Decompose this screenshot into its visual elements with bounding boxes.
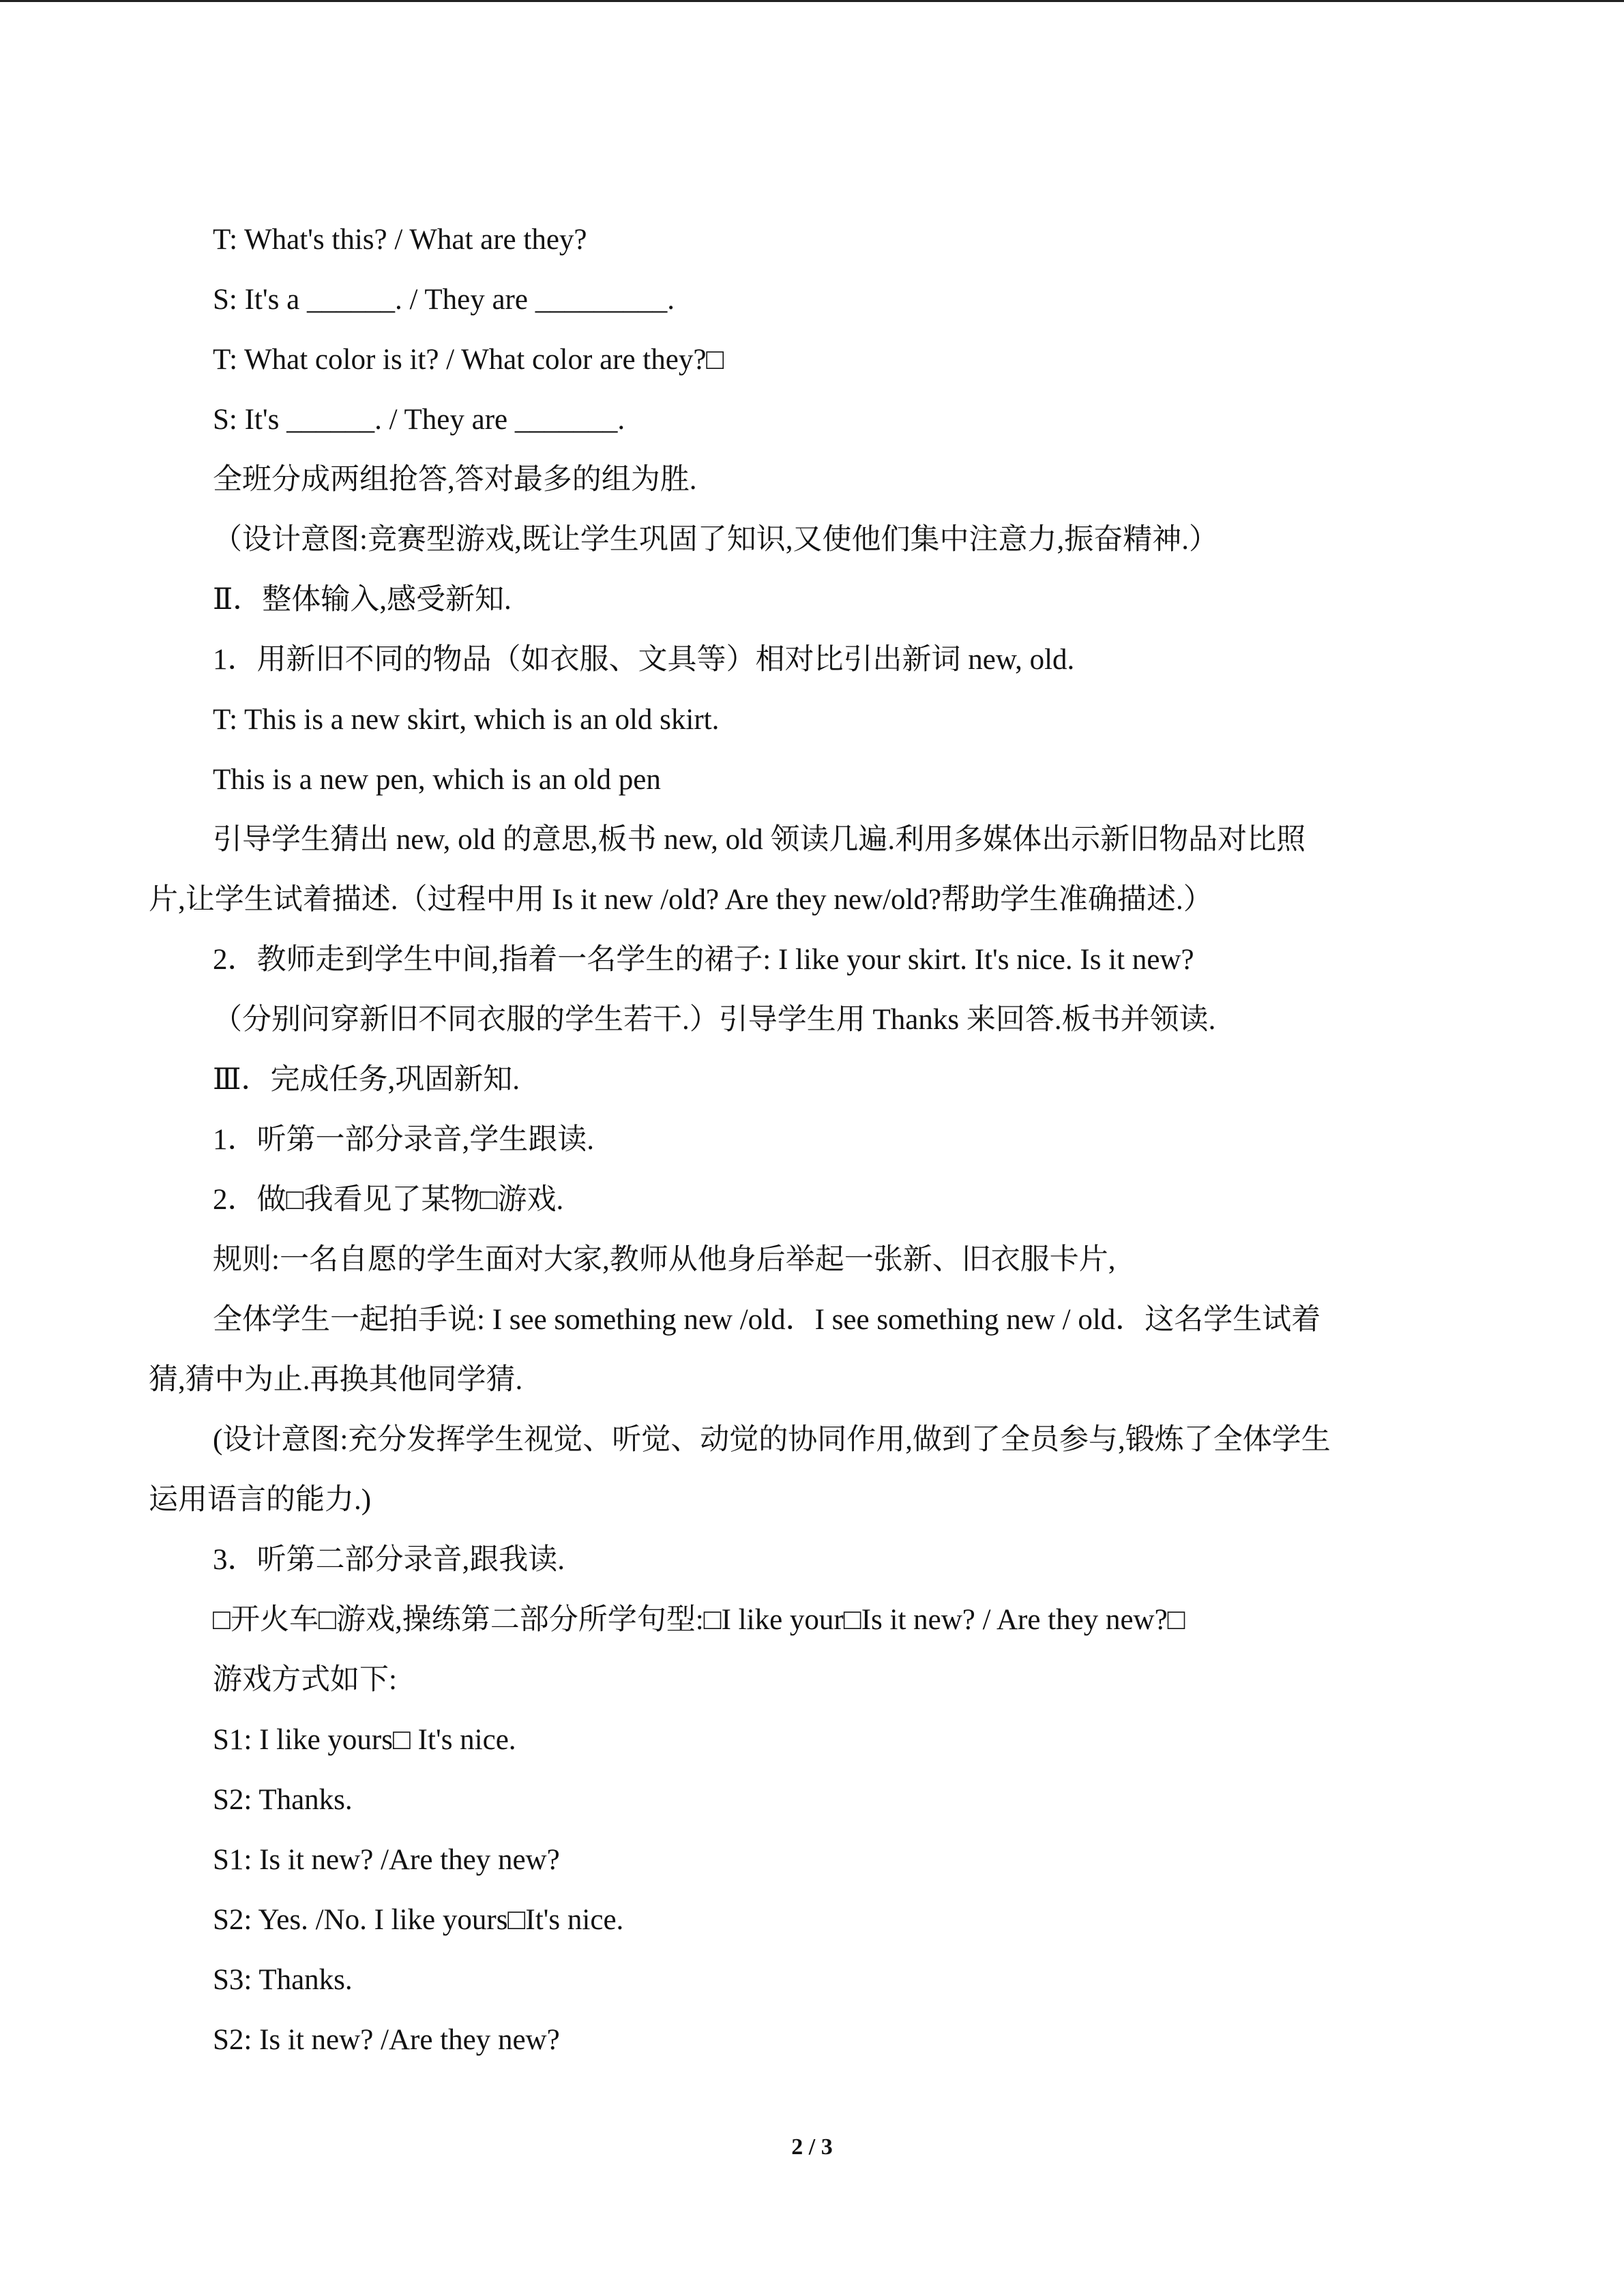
dialogue-line: S: It's ______. / They are _______. bbox=[213, 404, 625, 436]
paragraph-line: 全班分成两组抢答,答对最多的组为胜. bbox=[213, 464, 697, 496]
paragraph-line: （分别问穿新旧不同衣服的学生若干.）引导学生用 Thanks 来回答.板书并领读. bbox=[213, 1004, 1216, 1036]
section-heading: Ⅲ．完成任务,巩固新知. bbox=[213, 1064, 520, 1096]
dialogue-line: S2: Yes. /No. I like yours□It's nice. bbox=[213, 1904, 624, 1936]
page-number: 2 / 3 bbox=[791, 2134, 833, 2160]
page-top-border bbox=[0, 0, 1624, 2]
dialogue-line: T: What color is it? / What color are they?□ bbox=[213, 344, 724, 376]
paragraph-line-continued: 片,让学生试着描述.（过程中用 Is it new /old? Are they new/old?帮助学生准确描述.） bbox=[149, 884, 1213, 916]
document-body bbox=[149, 210, 1479, 2070]
dialogue-line: T: This is a new skirt, which is an old skirt. bbox=[213, 704, 720, 736]
dialogue-line: S: It's a ______. / They are _________. bbox=[213, 284, 675, 316]
dialogue-line: S2: Thanks. bbox=[213, 1784, 353, 1816]
dialogue-line: T: What's this? / What are they? bbox=[213, 224, 587, 256]
step-item: 2．做□我看见了某物□游戏. bbox=[213, 1184, 564, 1216]
dialogue-line: This is a new pen, which is an old pen bbox=[213, 764, 661, 796]
section-heading: Ⅱ．整体输入,感受新知. bbox=[213, 584, 512, 616]
design-intent-note: (设计意图:充分发挥学生视觉、听觉、动觉的协同作用,做到了全员参与,锻炼了全体学生 bbox=[213, 1424, 1331, 1456]
design-intent-note: （设计意图:竞赛型游戏,既让学生巩固了知识,又使他们集中注意力,振奋精神.） bbox=[213, 524, 1218, 556]
dialogue-line: S1: I like yours□ It's nice. bbox=[213, 1724, 516, 1756]
step-item: 1．听第一部分录音,学生跟读. bbox=[213, 1124, 594, 1156]
step-item: 3．听第二部分录音,跟我读. bbox=[213, 1544, 565, 1576]
step-item: 2．教师走到学生中间,指着一名学生的裙子: I like your skirt. It's nice. Is it new? bbox=[213, 944, 1194, 976]
paragraph-line-continued: 猜,猜中为止.再换其他同学猜. bbox=[149, 1364, 523, 1396]
paragraph-line: 引导学生猜出 new, old 的意思,板书 new, old 领读几遍.利用多媒体出示新旧物品对比照 bbox=[213, 824, 1306, 856]
paragraph-line: 全体学生一起拍手说: I see something new /old．I see something new / old．这名学生试着 bbox=[213, 1304, 1321, 1336]
dialogue-line: S2: Is it new? /Are they new? bbox=[213, 2024, 560, 2056]
dialogue-line: S3: Thanks. bbox=[213, 1964, 353, 1996]
paragraph-line: 游戏方式如下: bbox=[213, 1664, 397, 1696]
paragraph-line: 规则:一名自愿的学生面对大家,教师从他身后举起一张新、旧衣服卡片, bbox=[213, 1244, 1116, 1276]
dialogue-line: S1: Is it new? /Are they new? bbox=[213, 1844, 560, 1876]
design-intent-note-continued: 运用语言的能力.) bbox=[149, 1484, 372, 1516]
paragraph-line: □开火车□游戏,操练第二部分所学句型:□I like your□Is it new? / Are they new?□ bbox=[213, 1604, 1185, 1636]
step-item: 1．用新旧不同的物品（如衣服、文具等）相对比引出新词 new, old. bbox=[213, 644, 1075, 676]
